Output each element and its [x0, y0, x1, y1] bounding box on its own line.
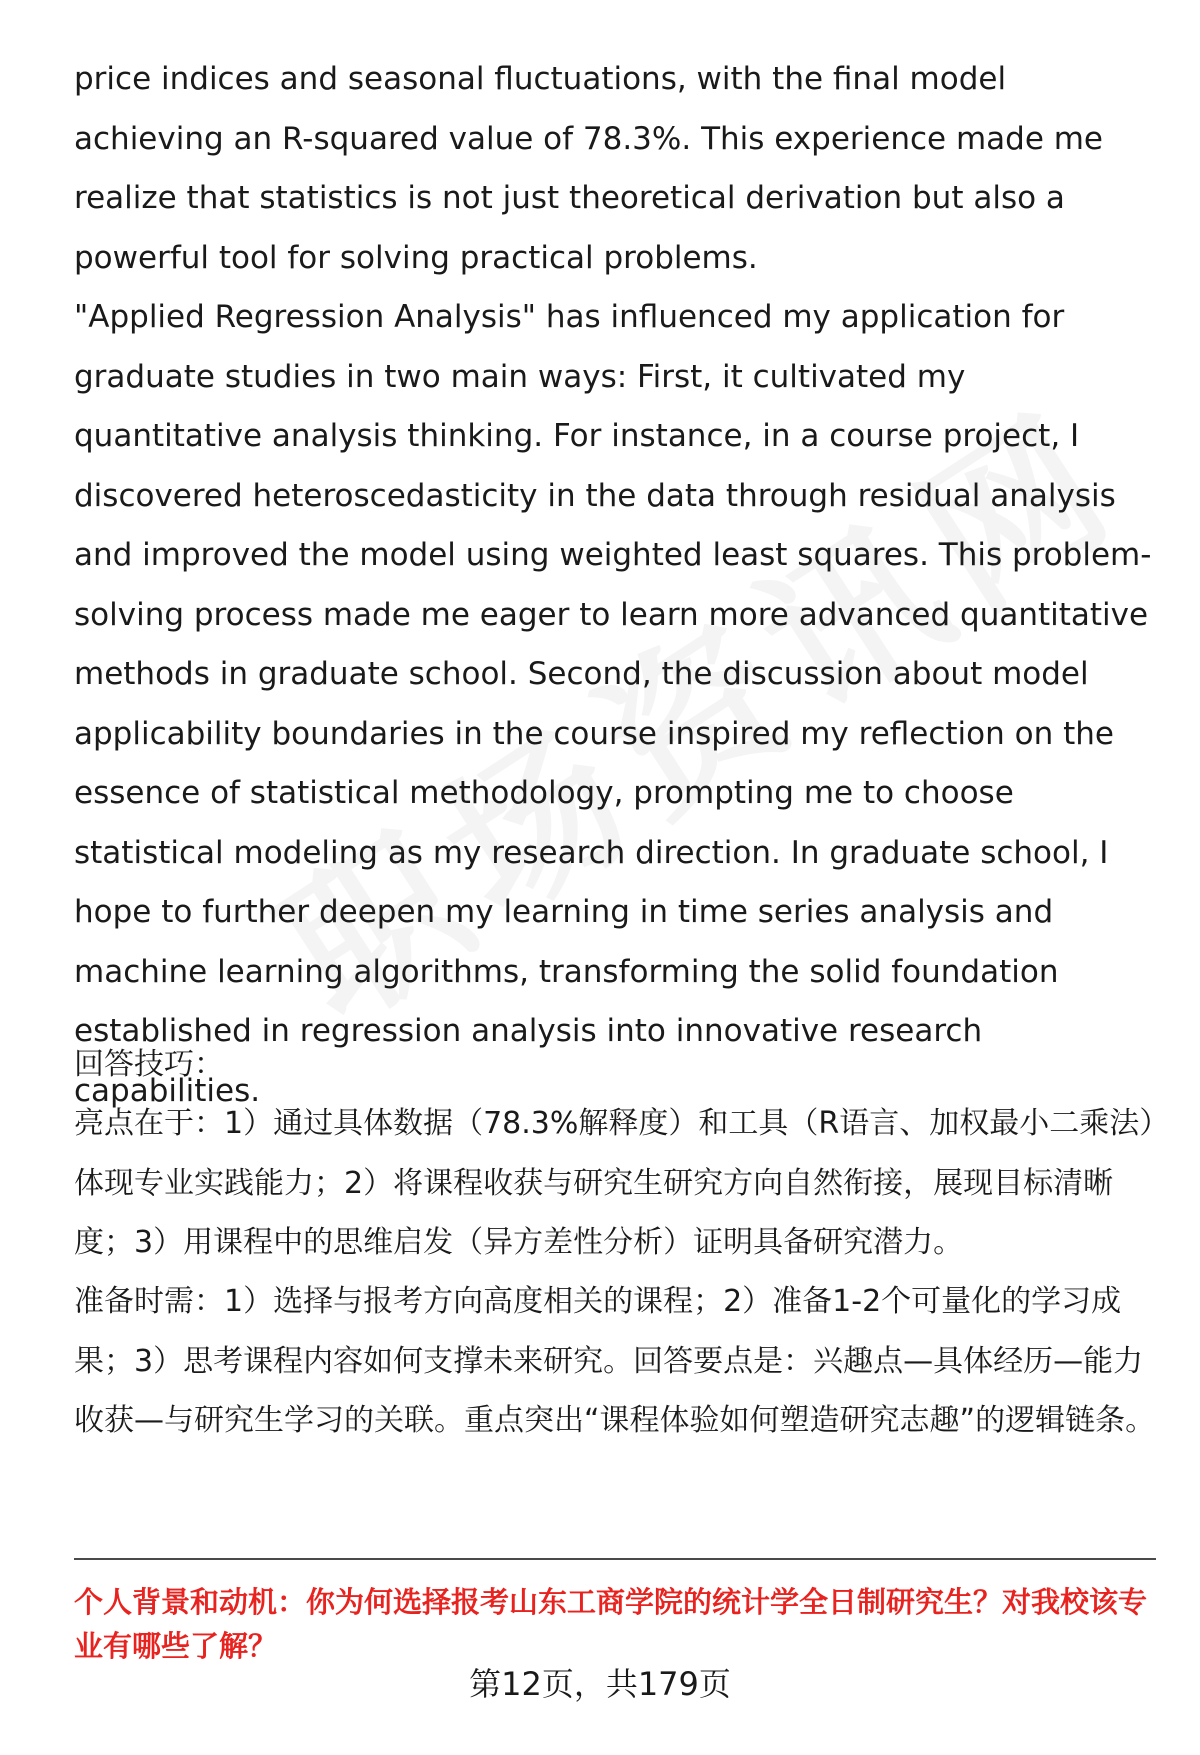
next-question-heading: 个人背景和动机：你为何选择报考山东工商学院的统计学全日制研究生？对我校该专业有哪些了解？ [74, 1585, 1148, 1663]
tips-highlights: 亮点在于：1）通过具体数据（78.3%解释度）和工具（R语言、加权最小二乘法）体现专业实践能力；2）将课程收获与研究生研究方向自然衔接，展现目标清晰度；3）用课程中的思维启发（异方差性分析）证明具备研究潜力。 [74, 1106, 1155, 1260]
tips-preparation: 准备时需：1）选择与报考方向高度相关的课程；2）准备1-2个可量化的学习成果；3）思考课程内容如何支撑未来研究。回答要点是：兴趣点—具体经历—能力收获—与研究生学习的关联。重点突出“课程体验如何塑造研究志趣”的逻辑链条。 [74, 1284, 1156, 1438]
page-number: 第12页，共179页 [469, 1665, 731, 1703]
tips-heading: 回答技巧： [74, 1047, 224, 1082]
section-divider [74, 1558, 1156, 1560]
body-paragraph-1: price indices and seasonal fluctuations, with the final model achieving an R-squared value of 78.3%. This experience made me realize that statistics is not just theoretical derivation but also a powerful tool for solving practical problems. [74, 61, 1104, 276]
body-paragraph-2: "Applied Regression Analysis" has influenced my application for graduate studies in two main ways: First, it cultivated my quantitative analysis thinking. For instance, in a course project, I discovered heteroscedasticity in the data through residual analysis and improved the model using weighted least squares. This problem-solving process made me eager to learn more advanced quantitative methods in graduate school. Second, the discussion about model applicability boundaries in the course inspired my reflection on the essence of statistical methodology, prompting me to choose statistical modeling as my research direction. In graduate school, I hope to further deepen my learning in time series analysis and machine learning algorithms, transforming the solid foundation established in regression analysis into innovative research capabilities. [74, 299, 1152, 1109]
